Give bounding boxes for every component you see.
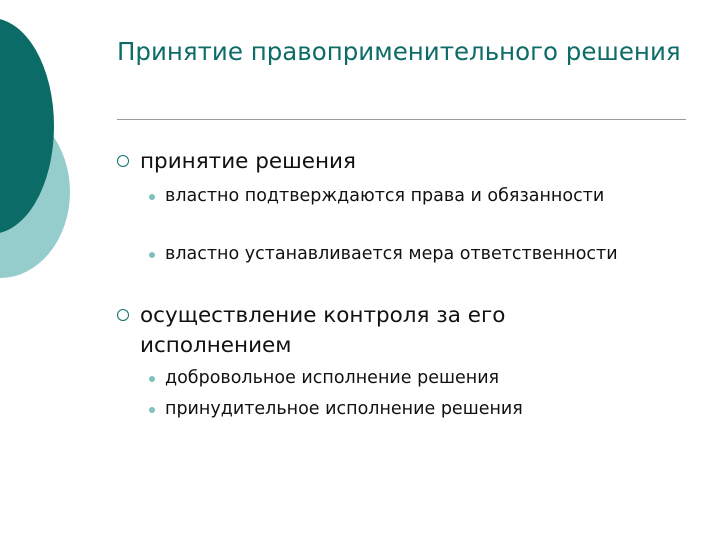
dot-bullet-icon bbox=[149, 376, 155, 382]
bullet-item-label: осуществление контроля за его исполнением bbox=[140, 303, 506, 358]
bullet-item-label: принятие решения bbox=[140, 149, 356, 174]
ring-bullet-icon bbox=[117, 155, 129, 167]
sub-bullet-item-label: властно подтверждаются права и обязанности bbox=[165, 186, 605, 206]
sub-bullet-item bbox=[149, 183, 619, 210]
dot-bullet-icon bbox=[149, 407, 155, 413]
sub-bullet-item-label: властно устанавливается мера ответственности bbox=[165, 244, 618, 264]
dot-bullet-icon bbox=[149, 194, 155, 200]
bullet-item bbox=[117, 147, 657, 177]
sub-bullet-item bbox=[149, 365, 619, 392]
sub-bullet-item bbox=[149, 241, 619, 268]
sub-bullet-item-label: добровольное исполнение решения bbox=[165, 368, 500, 388]
sub-bullet-item bbox=[149, 396, 619, 423]
ring-bullet-icon bbox=[117, 309, 129, 321]
sub-bullet-item-label: принудительное исполнение решения bbox=[165, 399, 523, 419]
dot-bullet-icon bbox=[149, 252, 155, 258]
slide-title: Принятие правоприменительного решения bbox=[117, 37, 681, 66]
bullet-item bbox=[117, 301, 657, 361]
